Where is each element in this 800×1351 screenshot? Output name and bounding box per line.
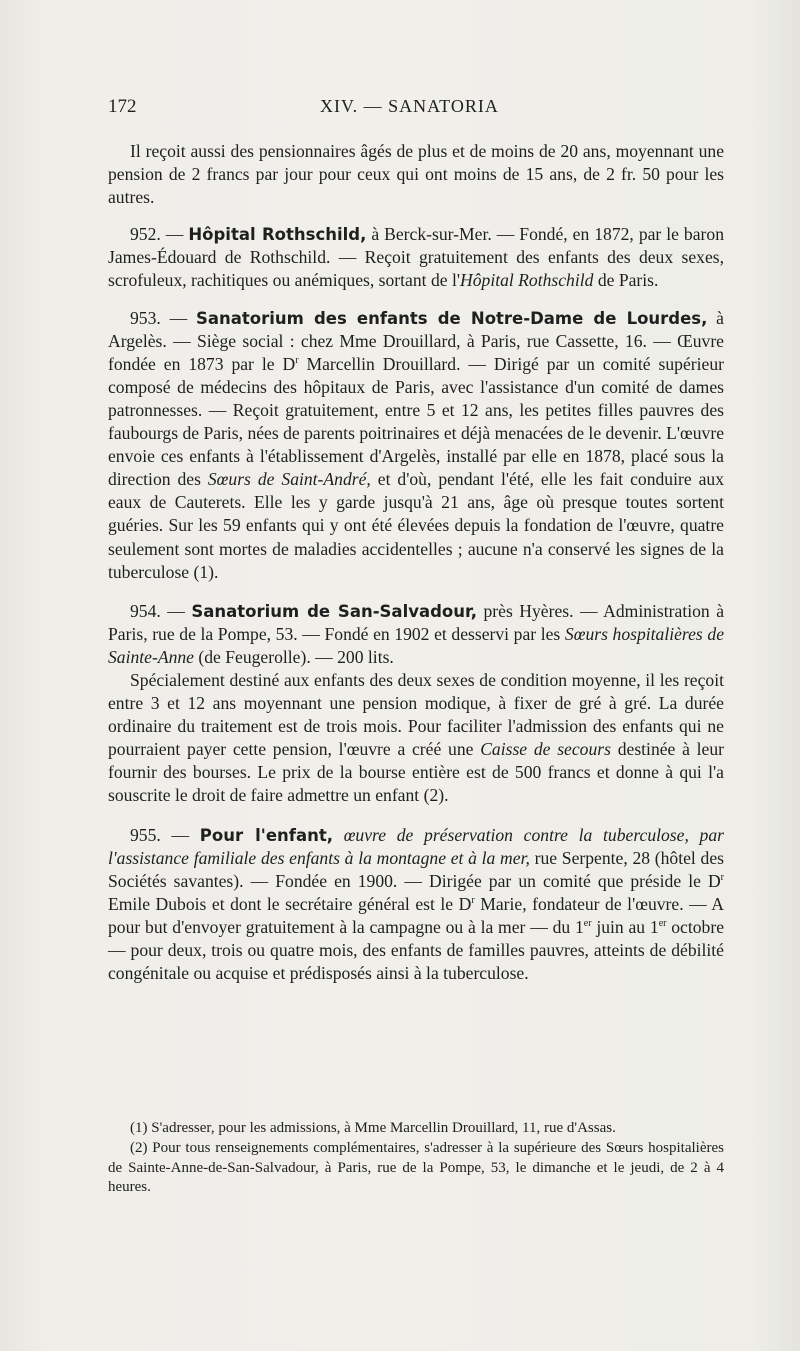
footnote-2: (2) Pour tous renseignements complémentaires, s'adresser à la supérieure des Sœurs hospitalières de Sainte-Anne-de-San-Salvadour, à Paris, rue de la Pompe, 53, le dimanche et le jeudi, de 2 à 4 heures.: [108, 1139, 724, 1196]
entry-text: à Berck-sur-Mer. — Fondé, en 1872, par le baron James-Édouard de Rothschild. — Reçoit gratuitement des enfants des deux sexes, scrofuleux, rachitiques ou anémiques, sortant de l': [108, 224, 724, 291]
running-head: XIV. — SANATORIA: [320, 96, 499, 116]
entry-952: [108, 223, 724, 292]
superscript: r: [471, 894, 475, 906]
entry-text: octobre — pour deux, trois ou quatre mois, des enfants de familles pauvres, atteints de débilité congénitale ou acquise et prédisposés ainsi à la tuberculose.: [108, 916, 725, 984]
entry-title: Pour l'enfant,: [199, 825, 333, 845]
italic-text: Sœurs de Saint-André,: [207, 469, 371, 490]
paragraph-954-detail: [108, 669, 724, 808]
entry-text: (de Feugerolle). — 200 lits.: [193, 646, 394, 667]
entry-text: Marcellin Drouillard. — Dirigé par un comité supérieur composé de médecins des hôpitaux de Paris, avec l'assistance d'un comité de dames patronnesses. — Reçoit gratuitement, entre 5 et 12 ans, les petites filles pauvres des faubourgs de Paris, nées de parents poitrinaires et déjà menacées de le devenir. L'œuvre envoie ces enfants à l'établissement d'Argelès, installé par elle en 1878, placé sous la direction des: [108, 353, 724, 490]
entry-text: de Paris.: [593, 270, 659, 291]
entry-text: Emile Dubois et dont le secrétaire général est le D: [108, 893, 472, 914]
entry-number: 952. —: [130, 224, 189, 245]
entry-title: Sanatorium des enfants de Notre-Dame de Lourdes,: [195, 308, 708, 328]
entry-953: [108, 307, 724, 584]
entry-number: 955. —: [130, 824, 200, 845]
entry-text: près Hyères. — Administration à Paris, rue de la Pompe, 53. — Fondé en 1902 et desservi par les: [108, 600, 724, 644]
paragraph-text: Spécialement destiné aux enfants des deux sexes de condition moyenne, il les reçoit entre 3 et 12 ans moyennant une pension modique, à fixer de gré à gré. La durée ordinaire du traitement est de trois mois. Pour faciliter l'admission des enfants qui ne pourraient payer cette pension, l'œuvre a créé une: [108, 669, 724, 760]
entry-955: [108, 824, 724, 986]
footnotes: [108, 1119, 724, 1198]
entry-text: Marie, fondateur de l'œuvre. — A pour but d'envoyer gratuitement à la campagne ou à la mer — du 1: [108, 893, 724, 937]
page-number: 172: [108, 96, 137, 117]
superscript: r: [720, 871, 724, 883]
italic-text: Caisse de secours: [480, 739, 611, 760]
italic-text: Hôpital Rothschild: [460, 270, 594, 291]
paragraph-text: destinée à leur fournir des bourses. Le prix de la bourse entière est de 500 francs et donne à qui l'a souscrite le droit de faire admettre un enfant (2).: [108, 739, 725, 806]
entry-text: rue Serpente, 28 (hôtel des Sociétés savantes). — Fondée en 1900. — Dirigée par un comité que préside le D: [108, 847, 724, 891]
entry-text: et d'où, pendant l'été, elle les fait conduire aux eaux de Cauterets. Elle les y garde jusqu'à 21 ans, âge où presque toutes sortent guéries. Sur les 59 enfants qui y ont été élevées depuis la fondation de l'œuvre, quatre seulement sont mortes de maladies accidentelles ; aucune n'a conservé les signes de la tuberculose (1).: [108, 469, 724, 582]
italic-text: œuvre de préservation contre la tuberculose, par l'assistance familiale des enfants à la montagne et à la mer,: [108, 824, 724, 868]
italic-text: Sœurs hospitalières de Sainte-Anne: [108, 623, 725, 667]
superscript: er: [658, 918, 667, 930]
paragraph-intro: Il reçoit aussi des pensionnaires âgés de plus et de moins de 20 ans, moyennant une pension de 2 francs par jour pour ceux qui ont moins de 15 ans, de 2 fr. 50 pour les autres.: [108, 141, 724, 208]
footnote-1: (1) S'adresser, pour les admissions, à Mme Marcellin Drouillard, 11, rue d'Assas.: [130, 1120, 616, 1136]
entry-number: 954. —: [130, 600, 192, 621]
entry-text: juin au 1: [591, 916, 659, 937]
entry-954: [108, 600, 724, 669]
entry-number: 953. —: [130, 307, 196, 328]
entry-title: Sanatorium de San-Salvadour,: [191, 601, 477, 621]
superscript: er: [583, 918, 592, 930]
entry-text: à Argelès. — Siège social : chez Mme Drouillard, à Paris, rue Cassette, 16. — Œuvre fondée en 1873 par le D: [108, 307, 724, 374]
superscript: r: [295, 354, 299, 366]
entry-title: Hôpital Rothschild,: [188, 225, 367, 245]
page-header: [108, 96, 724, 122]
main-text: [108, 140, 724, 985]
